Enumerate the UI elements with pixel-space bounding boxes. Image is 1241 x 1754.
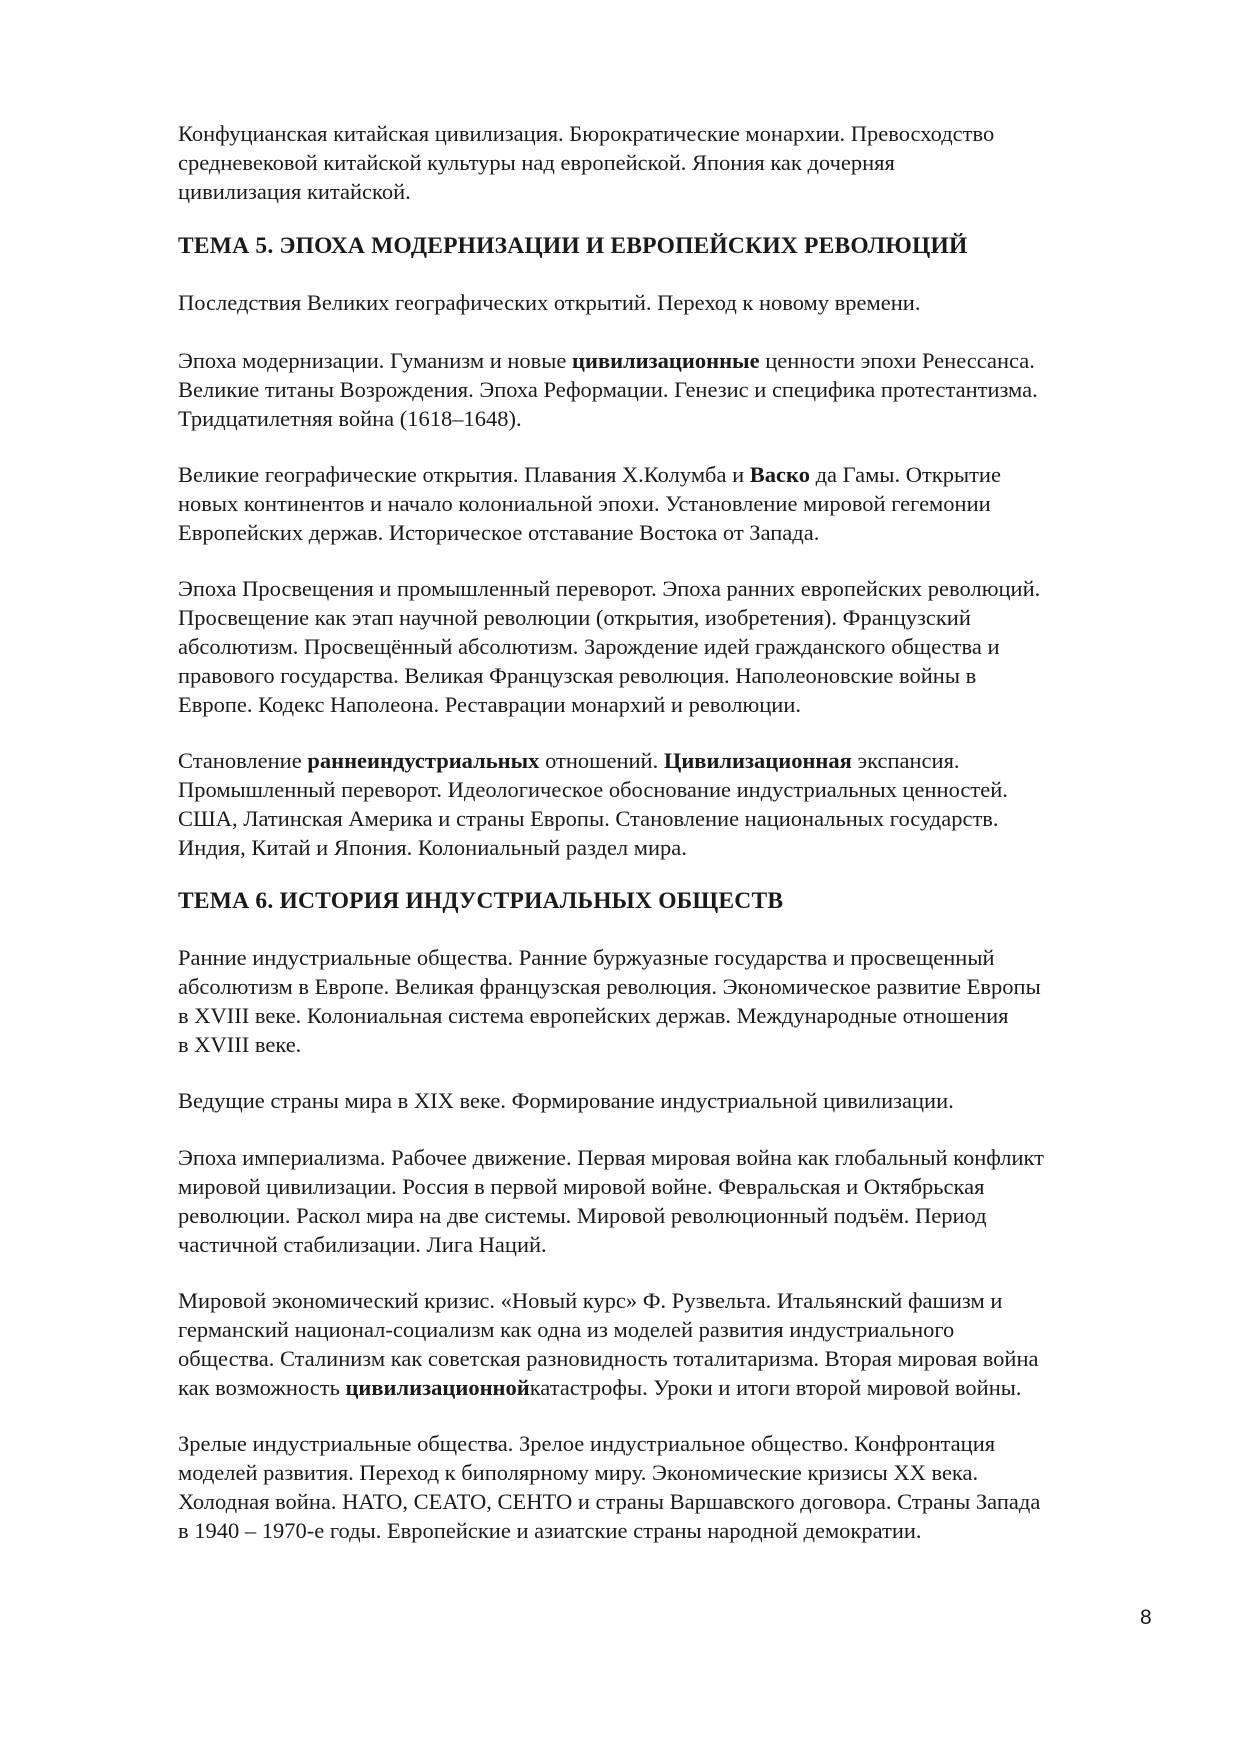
paragraph-confucian: Конфуцианская китайская цивилизация. Бюрократические монархии. Превосходство средневековой китайской культуры над европейской. Япония как дочерняя цивилизация китайской.: [178, 121, 995, 204]
paragraph-geographic-consequences: Последствия Великих географических открытий. Переход к новому времени.: [178, 290, 921, 315]
paragraph-world-crisis: Мировой экономический кризис. «Новый курс» Ф. Рузвельта. Итальянский фашизм и германский национал-социализм как одна из моделей развития индустриального общества. Сталинизм как советская разновидность тоталитаризма. Вторая мировая война как возможность цивилизационнойкатастрофы. Уроки и итоги второй мировой войны.: [178, 1288, 1039, 1400]
heading-topic-6: ТЕМА 6. ИСТОРИЯ ИНДУСТРИАЛЬНЫХ ОБЩЕСТВ: [178, 888, 784, 914]
paragraph-leading-countries: Ведущие страны мира в XIX веке. Формирование индустриальной цивилизации.: [178, 1088, 954, 1113]
paragraph-early-industrial-societies: Ранние индустриальные общества. Ранние буржуазные государства и просвещенный абсолютизм в Европе. Великая французская революция. Экономическое развитие Европы в XVIII веке. Колониальная система европейских держав. Международные отношения в XVIII веке.: [178, 945, 1041, 1057]
paragraph-imperialism: Эпоха империализма. Рабочее движение. Первая мировая война как глобальный конфликт мировой цивилизации. Россия в первой мировой войне. Февральская и Октябрьская революции. Раскол мира на две системы. Мировой революционный подъём. Период частичной стабилизации. Лига Наций.: [178, 1145, 1045, 1257]
paragraph-mature-industrial: Зрелые индустриальные общества. Зрелое индустриальное общество. Конфронтация моделей развития. Переход к биполярному миру. Экономические кризисы XX века. Холодная война. НАТО, СЕАТО, СЕНТО и страны Варшавского договора. Страны Запада в 1940 – 1970-е годы. Европейские и азиатские страны народной демократии.: [178, 1431, 1041, 1543]
paragraph-enlightenment: Эпоха Просвещения и промышленный переворот. Эпоха ранних европейских революций. Просвещение как этап научной революции (открытия, изобретения). Французский абсолютизм. Просвещённый абсолютизм. Зарождение идей гражданского общества и правового государства. Великая Французская революция. Наполеоновские войны в Европе. Кодекс Наполеона. Реставрации монархий и революции.: [178, 576, 1041, 717]
page-number: 8: [1140, 1606, 1152, 1629]
paragraph-modernization: Эпоха модернизации. Гуманизм и новые цивилизационные ценности эпохи Ренессанса. Великие титаны Возрождения. Эпоха Реформации. Генезис и специфика протестантизма. Тридцатилетняя война (1618–1648).: [178, 348, 1038, 431]
paragraph-early-industrial: Становление раннеиндустриальных отношений. Цивилизационная экспансия. Промышленный переворот. Идеологическое обоснование индустриальных ценностей. США, Латинская Америка и страны Европы. Становление национальных государств. Индия, Китай и Япония. Колониальный раздел мира.: [178, 748, 1008, 860]
paragraph-discoveries: Великие географические открытия. Плавания Х.Колумба и Васко да Гамы. Открытие новых континентов и начало колониальной эпохи. Установление мировой гегемонии Европейских держав. Историческое отставание Востока от Запада.: [178, 462, 1001, 545]
heading-topic-5: ТЕМА 5. ЭПОХА МОДЕРНИЗАЦИИ И ЕВРОПЕЙСКИХ РЕВОЛЮЦИЙ: [178, 233, 968, 259]
